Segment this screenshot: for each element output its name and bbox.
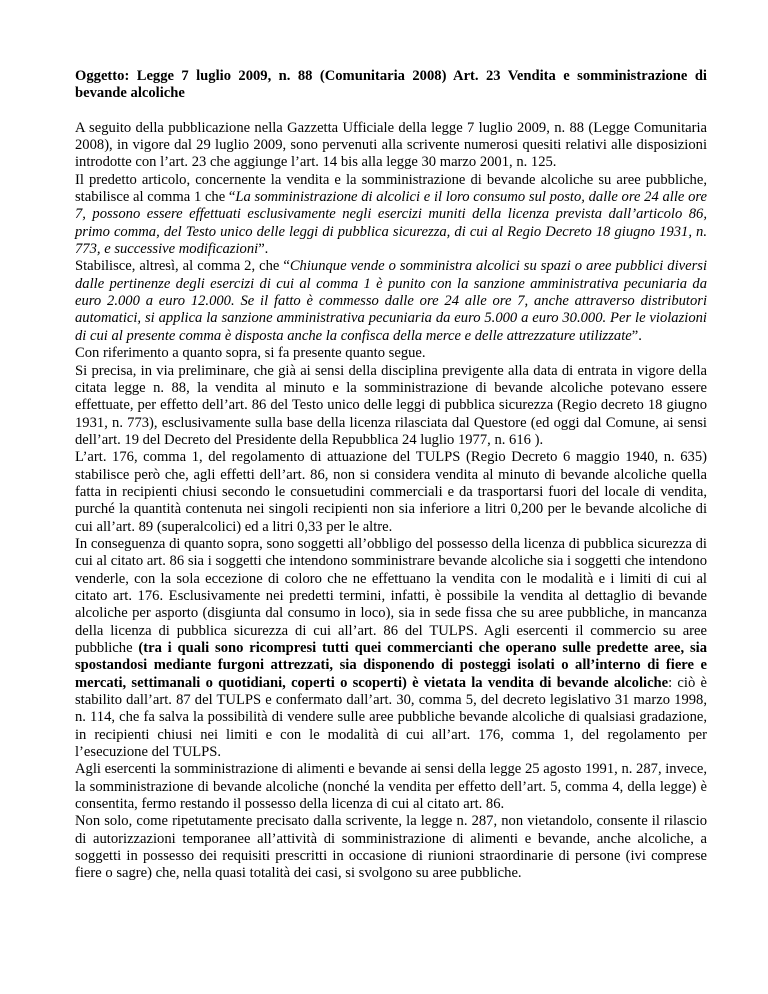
paragraph-intro: A seguito della pubblicazione nella Gazzetta Ufficiale della legge 7 luglio 2009, n. 88 (Legge Comunitaria 2008), in vigore dal 29 luglio 2009, sono pervenuti alla scrivente numerosi quesiti relativi alle disposizioni introdotte con l’art. 23 che aggiunge l’art. 14 bis alla legge 30 marzo 2001, n. 125. xyxy=(75,119,707,171)
paragraph-comma-2 xyxy=(75,258,707,345)
text: In conseguenza di quanto sopra, sono soggetti all’obbligo del possesso della licenza di pubblica sicurezza di cui al citato art. 86 sia i soggetti che intendono somministrare bevande alcoliche sia i soggetti che intendono venderle, con la sola eccezione di coloro che ne effettuano la vendita con le modalità e i limiti di cui al citato art. 176. Esclusivamente nei predetti termini, infatti, è possibile la vendita al dettaglio di bevande alcoliche per asporto (disgiunta dal consumo in loco), sia in sede fissa che su aree pubbliche, in mancanza della licenza di pubblica sicurezza di cui all’art. 86 del TULPS. Agli esercenti il commercio su aree pubbliche xyxy=(75,535,707,656)
paragraph-comma-1 xyxy=(75,172,707,259)
quoted-law-text: La somministrazione di alcolici e il loro consumo sul posto, dalle ore 24 alle ore 7, possono essere effettuati esclusivamente negli esercizi muniti della licenza prevista dall’articolo 86, primo comma, del Testo unico delle leggi di pubblica sicurezza, di cui al Regio Decreto 18 giugno 1931, n. 773, e successive modificazioni xyxy=(75,189,707,258)
quoted-law-text: Chiunque vende o somministra alcolici su spazi o aree pubblici diversi dalle pertinenze degli esercizi di cui al comma 1 è punito con la sanzione amministrativa pecuniaria da euro 2.000 a euro 12.000. Se il fatto è commesso dalle ore 24 alle ore 7, anche attraverso distributori automatici, si applica la sanzione amministrativa pecuniaria da euro 5.000 a euro 30.000. Per le violazioni di cui al presente comma è disposta anche la confisca della merce e delle attrezzature utilizzate xyxy=(75,258,707,344)
bold-emphasis: (tra i quali sono ricompresi tutti quei commercianti che operano sulle predette aree, sia spostandosi mediante furgoni attrezzati, sia disponendo di posteggi isolati o all’interno di fiere e mercati, settimanali o quotidiani, coperti o scoperti) è vietata la vendita di bevande alcoliche xyxy=(75,640,707,691)
text: : ciò è stabilito dall’art. 87 del TULPS e confermato dall’art. 30, comma 5, del decreto legislativo 31 marzo 1998, n. 114, che fa salva la possibilità di vendere sulle aree pubbliche bevande alcoliche di qualsiasi gradazione, in recipienti chiusi nei limiti e con le modalità di cui all’art. 176, comma 1, del regolamento per l’esecuzione del TULPS. xyxy=(75,674,707,761)
paragraph-consequences xyxy=(75,536,707,761)
subject-heading: Oggetto: Legge 7 luglio 2009, n. 88 (Comunitaria 2008) Art. 23 Vendita e somministrazione di bevande alcoliche xyxy=(75,68,707,102)
document-page xyxy=(75,68,707,883)
text: ”. xyxy=(631,327,642,344)
paragraph-previous-rules: Si precisa, in via preliminare, che già ai sensi della disciplina previgente alla data di entrata in vigore della citata legge n. 88, la vendita al minuto e la somministrazione di bevande alcoliche potevano essere effettuate, per effetto dell’art. 86 del Testo unico delle leggi di pubblica sicurezza (Regio decreto 18 giugno 1931, n. 773), esclusivamente sulla base della licenza rilasciata dal Questore (ed oggi dal Comune, ai sensi dell’art. 19 del Decreto del Presidente della Repubblica 24 luglio 1977, n. 616 ). xyxy=(75,362,707,448)
text: Il predetto articolo, concernente la vendita e la somministrazione di bevande alcoliche su aree pubbliche, stabilisce al comma 1 che “ xyxy=(75,171,707,206)
paragraph-art-176: L’art. 176, comma 1, del regolamento di attuazione del TULPS (Regio Decreto 6 maggio 1940, n. 635) stabilisce però che, agli effetti dell’art. 86, non si considera vendita al minuto di bevande alcoliche quella fatta in recipienti chiusi secondo le consuetudini commerciali e da trasportarsi fuori del locale di vendita, purché la quantità contenuta nei singoli recipienti non sia inferiore a litri 0,200 per le bevande alcoliche di cui all’art. 89 (superalcolici) ed a litri 0,33 per le altre. xyxy=(75,449,707,535)
paragraph-premise: Con riferimento a quanto sopra, si fa presente quanto segue. xyxy=(75,345,426,362)
paragraph-somministrazione: Agli esercenti la somministrazione di alimenti e bevande ai sensi della legge 25 agosto 1991, n. 287, invece, la somministrazione di bevande alcoliche (nonché la vendita per effetto dell’art. 5, comma 4, della legge) è consentita, fermo restando il possesso della licenza di cui al citato art. 86. xyxy=(75,761,707,813)
text: Stabilisce, altresì, al comma 2, che “ xyxy=(75,258,290,275)
text: ”. xyxy=(258,241,269,258)
paragraph-temporary-authorizations: Non solo, come ripetutamente precisato dalla scrivente, la legge n. 287, non vietandolo, consente il rilascio di autorizzazioni temporanee all’attività di somministrazione di alimenti e bevande, anche alcoliche, a soggetti in possesso dei requisiti prescritti in occasione di riunioni straordinarie di persone (ivi comprese fiere o sagre) che, nella quasi totalità dei casi, si svolgono su aree pubbliche. xyxy=(75,813,707,882)
